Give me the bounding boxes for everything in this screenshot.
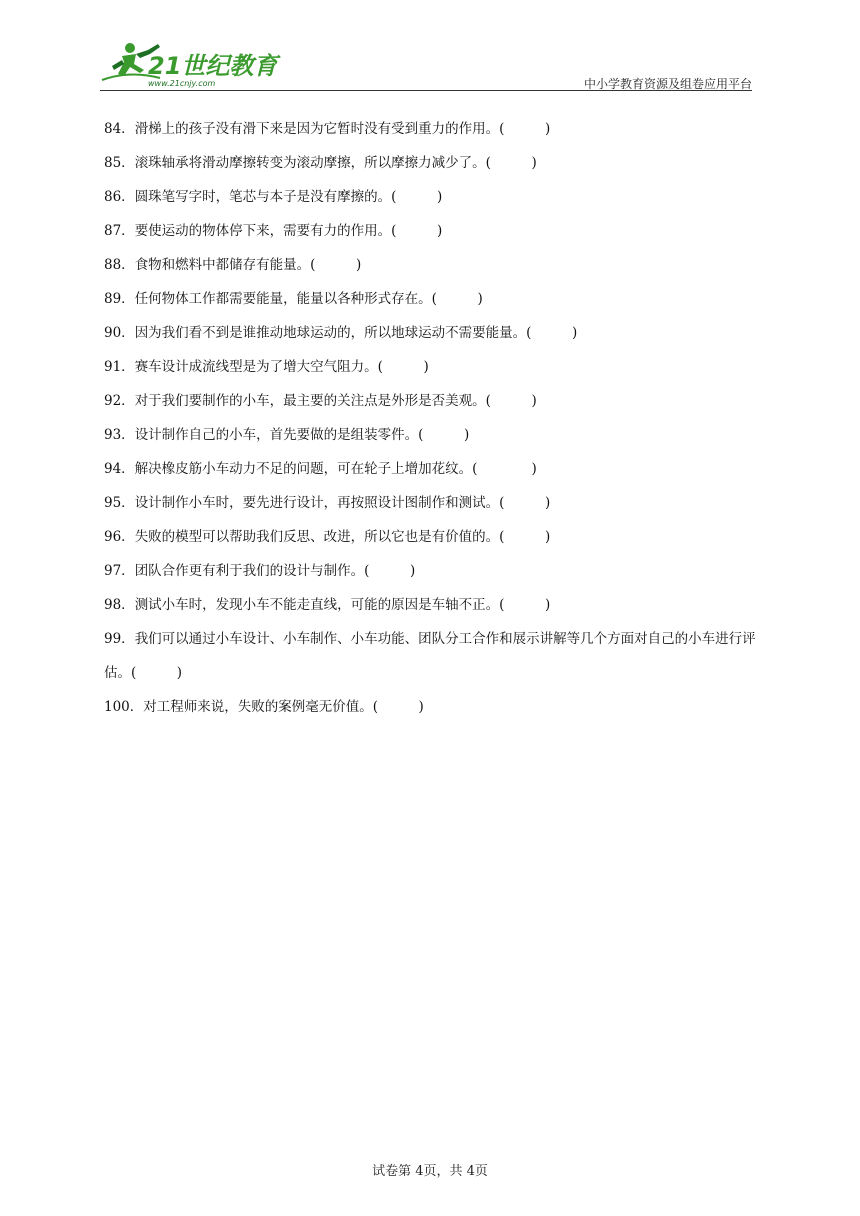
question-text: 滚珠轴承将滑动摩擦转变为滚动摩擦，所以摩擦力减少了。( ) <box>134 155 537 171</box>
question-text: 设计制作自己的小车，首先要做的是组装零件。( ) <box>134 427 470 443</box>
question-number: 93． <box>104 427 135 443</box>
question-number: 94． <box>104 461 135 477</box>
site-logo <box>100 40 300 90</box>
question-item-85 <box>104 146 760 180</box>
question-item-89 <box>104 282 760 316</box>
question-number: 86． <box>104 189 135 205</box>
question-text: 团队合作更有利于我们的设计与制作。( ) <box>134 563 416 579</box>
question-text: 我们可以通过小车设计、小车制作、小车功能、团队分工合作和展示讲解等几个方面对自己的小车进行评估。( ) <box>104 631 756 681</box>
question-item-87 <box>104 214 760 248</box>
question-text: 要使运动的物体停下来，需要有力的作用。( ) <box>134 223 443 239</box>
svg-text:www.21cnjy.com: www.21cnjy.com <box>148 79 216 88</box>
question-number: 97． <box>104 563 135 579</box>
question-number: 87． <box>104 223 135 239</box>
question-number: 95． <box>104 495 135 511</box>
question-item-91 <box>104 350 760 384</box>
header-divider <box>100 90 752 91</box>
svg-text:21世纪教育: 21世纪教育 <box>148 52 278 80</box>
question-text: 赛车设计成流线型是为了增大空气阻力。( ) <box>134 359 429 375</box>
question-item-94 <box>104 452 760 486</box>
question-number: 100． <box>104 699 144 715</box>
question-text: 解决橡皮筋小车动力不足的问题，可在轮子上增加花纹。( ) <box>134 461 537 477</box>
question-number: 98． <box>104 597 135 613</box>
question-number: 91． <box>104 359 135 375</box>
question-text: 圆珠笔写字时，笔芯与本子是没有摩擦的。( ) <box>134 189 443 205</box>
question-item-93 <box>104 418 760 452</box>
question-item-99 <box>104 622 760 690</box>
question-item-100 <box>104 690 760 724</box>
question-item-86 <box>104 180 760 214</box>
question-text: 食物和燃料中都储存有能量。( ) <box>134 257 362 273</box>
question-item-90 <box>104 316 760 350</box>
question-item-92 <box>104 384 760 418</box>
question-text: 失败的模型可以帮助我们反思、改进，所以它也是有价值的。( ) <box>134 529 551 545</box>
page-header <box>100 40 752 92</box>
platform-name: 中小学教育资源及组卷应用平台 <box>583 77 752 91</box>
question-text: 任何物体工作都需要能量，能量以各种形式存在。( ) <box>134 291 483 307</box>
page-footer <box>0 1160 860 1179</box>
question-text: 对于我们要制作的小车，最主要的关注点是外形是否美观。( ) <box>134 393 537 409</box>
question-number: 92． <box>104 393 135 409</box>
question-number: 85． <box>104 155 135 171</box>
question-text: 设计制作小车时，要先进行设计，再按照设计图制作和测试。( ) <box>134 495 551 511</box>
question-number: 96． <box>104 529 135 545</box>
question-number: 90． <box>104 325 135 341</box>
question-text: 测试小车时，发现小车不能走直线，可能的原因是车轴不正。( ) <box>134 597 551 613</box>
logo-graphic <box>100 40 300 90</box>
question-text: 对工程师来说，失败的案例毫无价值。( ) <box>143 699 424 715</box>
question-number: 88． <box>104 257 135 273</box>
question-item-98 <box>104 588 760 622</box>
question-item-95 <box>104 486 760 520</box>
question-number: 89． <box>104 291 135 307</box>
page-number-label: 试卷第 4页，共 4页 <box>372 1164 488 1179</box>
question-text: 因为我们看不到是谁推动地球运动的，所以地球运动不需要能量。( ) <box>134 325 578 341</box>
question-item-96 <box>104 520 760 554</box>
question-number: 99． <box>104 631 135 647</box>
question-text: 滑梯上的孩子没有滑下来是因为它暂时没有受到重力的作用。( ) <box>134 121 551 137</box>
question-item-84 <box>104 112 760 146</box>
question-number: 84． <box>104 121 135 137</box>
question-list <box>104 112 760 724</box>
question-item-88 <box>104 248 760 282</box>
question-item-97 <box>104 554 760 588</box>
